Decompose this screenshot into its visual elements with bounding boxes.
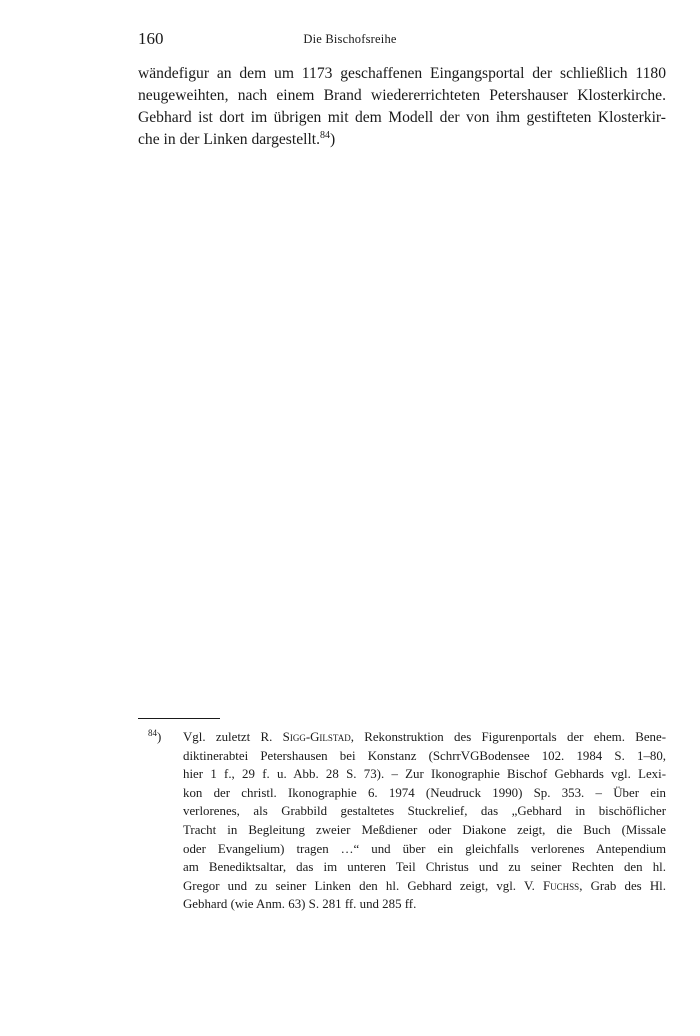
running-head: Die Bischofsreihe (303, 32, 397, 46)
body-text (138, 63, 666, 151)
footnote-line (183, 728, 666, 747)
author-name: Sigg-Gilstad (282, 730, 351, 744)
body-line: neugeweihten, nach einem Brand wiedererrichteten Petershauser Klosterkirche. (138, 87, 666, 104)
footnote-line: verlorenes, als Grabbild gestaltetes Stuckrelief, das „Gebhard in bischöflicher (183, 804, 666, 819)
footnote-text: Gregor und zu seiner Linken den hl. Gebhard zeigt, vgl. V. (183, 878, 543, 893)
footnote-rule (138, 718, 220, 719)
footnote-line: kon der christl. Ikonographie 6. 1974 (Neudruck 1990) Sp. 353. – Über ein (183, 785, 666, 800)
author-name: Fuchss (543, 878, 580, 893)
footnote-reference[interactable]: 84 (320, 130, 331, 141)
footnote-line: am Benediktsaltar, das im unteren Teil Christus und zu seiner Rechten den hl. (183, 860, 666, 875)
footnote-line-last: Gebhard (wie Anm. 63) S. 281 ff. und 285 ff. (183, 897, 417, 912)
footnote-text: Vgl. zuletzt R. (183, 730, 283, 744)
footnote-line (183, 877, 666, 896)
body-line: Gebhard ist dort im übrigen mit dem Modell der von ihm gestifteten Klosterkir- (138, 109, 666, 126)
body-line-last (138, 129, 666, 151)
footnote-line: Tracht in Begleitung zweier Meßdiener oder Diakone zeigt, die Buch (Missale (183, 822, 666, 837)
footnote-marker-number: 84 (148, 728, 157, 738)
page-number: 160 (138, 29, 164, 48)
footnote-line: hier 1 f., 29 f. u. Abb. 28 S. 73). – Zur Ikonographie Bischof Gebhards vgl. Lexi- (183, 767, 666, 782)
footnote-marker-paren: ) (157, 730, 162, 744)
body-line-text: che in der Linken dargestellt. (138, 131, 321, 148)
footnote-text: , Rekonstruktion des Figurenportals der ehem. Bene- (350, 730, 666, 744)
footnote-84 (148, 728, 666, 914)
footnote-marker (148, 728, 161, 747)
footnote-line: diktinerabtei Petershausen bei Konstanz (SchrrVGBodensee 102. 1984 S. 1–80, (183, 748, 666, 763)
footnote-line: oder Evangelium) tragen …“ und über ein gleichfalls verlorenes Antependium (183, 841, 666, 856)
footnote-reference-paren: ) (330, 131, 336, 148)
footnote-body (183, 728, 666, 914)
body-line: wändefigur an dem um 1173 geschaffenen Eingangsportal der schließlich 1180 (138, 65, 666, 82)
footnote-text: , Grab des Hl. (579, 878, 666, 893)
